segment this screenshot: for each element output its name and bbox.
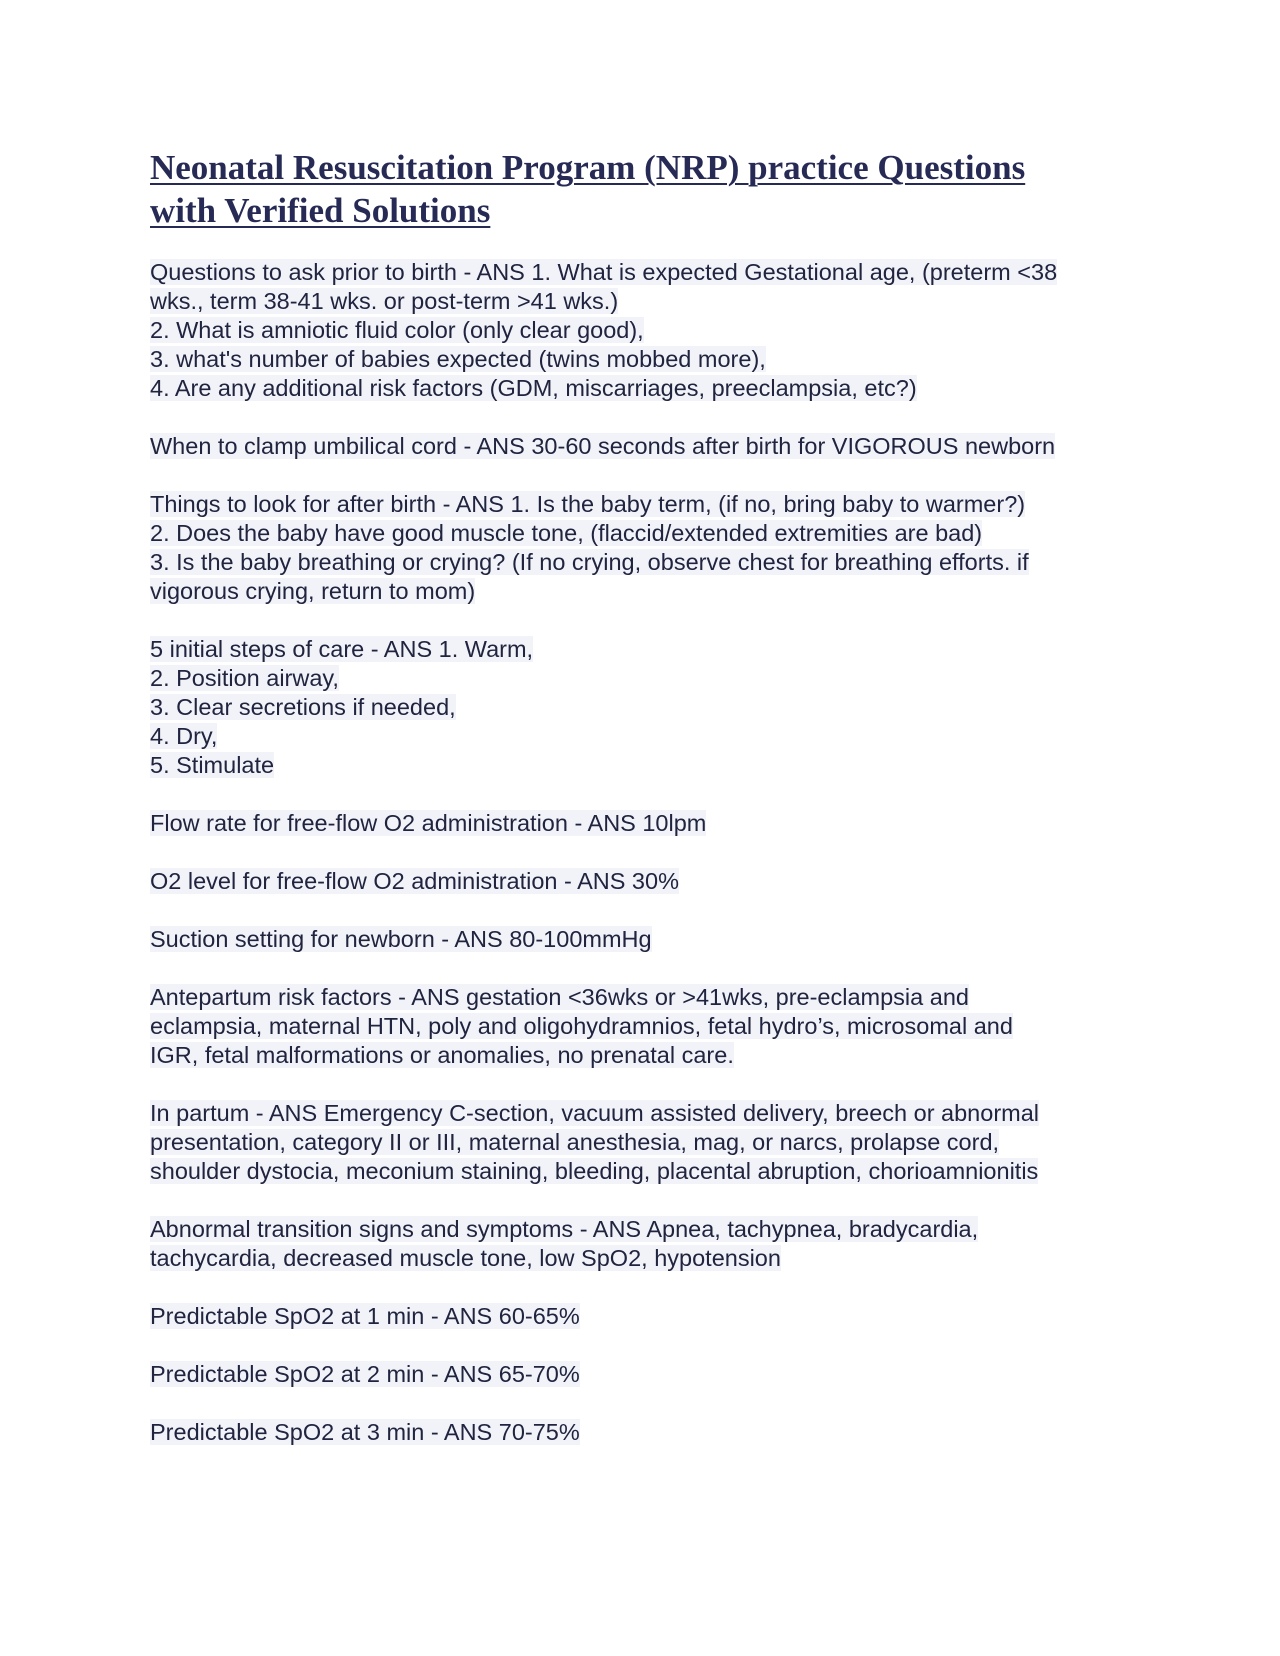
qa-line: 4. Dry, (150, 723, 218, 749)
qa-line: 3. Clear secretions if needed, (150, 694, 456, 720)
qa-line: In partum - ANS Emergency C-section, vacuum assisted delivery, breech or abnormal (150, 1100, 1040, 1126)
qa-line: 3. what's number of babies expected (twins mobbed more), (150, 346, 766, 372)
qa-line: 5. Stimulate (150, 752, 275, 778)
qa-line: Things to look for after birth - ANS 1. Is the baby term, (if no, bring baby to warmer?) (150, 491, 1026, 517)
qa-line: Questions to ask prior to birth - ANS 1. What is expected Gestational age, (preterm <38 (150, 259, 1058, 285)
qa-item-antepartum-risks (150, 983, 1130, 1070)
qa-item-spo2-3min (150, 1418, 1130, 1447)
qa-line: vigorous crying, return to mom) (150, 578, 476, 604)
qa-line: O2 level for free-flow O2 administration - ANS 30% (150, 868, 679, 894)
qa-line: Antepartum risk factors - ANS gestation <36wks or >41wks, pre-eclampsia and (150, 984, 969, 1010)
document-title (150, 146, 1110, 232)
qa-line: Predictable SpO2 at 3 min - ANS 70-75% (150, 1419, 580, 1445)
qa-item-abnormal-transition (150, 1215, 1130, 1273)
qa-item-spo2-2min (150, 1360, 1130, 1389)
qa-item-in-partum (150, 1099, 1130, 1186)
qa-line: Suction setting for newborn - ANS 80-100mmHg (150, 926, 652, 952)
qa-line: Abnormal transition signs and symptoms - ANS Apnea, tachypnea, bradycardia, (150, 1216, 979, 1242)
document-page (150, 146, 1130, 1476)
qa-item-after-birth-checks (150, 490, 1130, 606)
title-line: with Verified Solutions (150, 191, 491, 230)
qa-line: 2. Position airway, (150, 665, 339, 691)
qa-line: When to clamp umbilical cord - ANS 30-60 seconds after birth for VIGOROUS newborn (150, 433, 1056, 459)
qa-item-cord-clamping (150, 432, 1130, 461)
qa-item-flow-rate (150, 809, 1130, 838)
qa-line: wks., term 38-41 wks. or post-term >41 wks.) (150, 288, 619, 314)
qa-line: presentation, category II or III, maternal anesthesia, mag, or narcs, prolapse cord, (150, 1129, 1000, 1155)
qa-line: 5 initial steps of care - ANS 1. Warm, (150, 636, 534, 662)
qa-line: Predictable SpO2 at 2 min - ANS 65-70% (150, 1361, 580, 1387)
qa-line: Flow rate for free-flow O2 administration - ANS 10lpm (150, 810, 707, 836)
qa-line: 3. Is the baby breathing or crying? (If no crying, observe chest for breathing efforts. if (150, 549, 1029, 575)
qa-line: 4. Are any additional risk factors (GDM, miscarriages, preeclampsia, etc?) (150, 375, 917, 401)
qa-line: IGR, fetal malformations or anomalies, no prenatal care. (150, 1042, 734, 1068)
qa-line: 2. What is amniotic fluid color (only clear good), (150, 317, 644, 343)
qa-item-prebirth-questions (150, 258, 1130, 403)
qa-item-o2-level (150, 867, 1130, 896)
qa-line: 2. Does the baby have good muscle tone, (flaccid/extended extremities are bad) (150, 520, 983, 546)
qa-item-spo2-1min (150, 1302, 1130, 1331)
qa-line: tachycardia, decreased muscle tone, low SpO2, hypotension (150, 1245, 781, 1271)
qa-item-suction-setting (150, 925, 1130, 954)
qa-line: shoulder dystocia, meconium staining, bleeding, placental abruption, chorioamnionitis (150, 1158, 1039, 1184)
qa-line: eclampsia, maternal HTN, poly and oligohydramnios, fetal hydro’s, microsomal and (150, 1013, 1013, 1039)
title-line: Neonatal Resuscitation Program (NRP) practice Questions (150, 148, 1026, 187)
qa-item-initial-steps (150, 635, 1130, 780)
qa-line: Predictable SpO2 at 1 min - ANS 60-65% (150, 1303, 580, 1329)
